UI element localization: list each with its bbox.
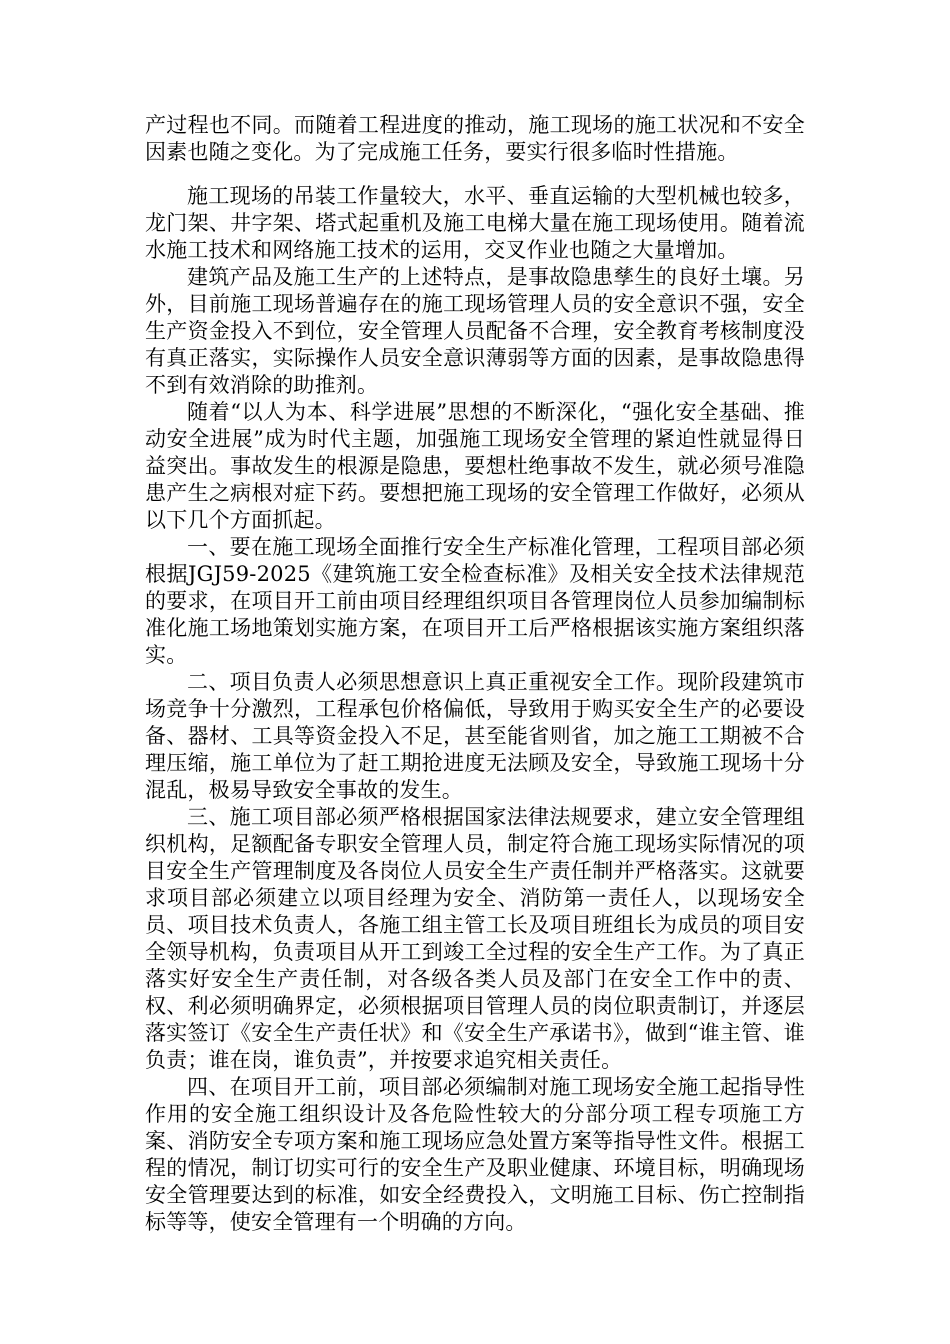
paragraph-safety-theme: 随着“以人为本、科学进展”思想的不断深化，“强化安全基础、推动安全进展”成为时代主题，加强施工现场安全管理的紧迫性就显得日益突出。事故发生的根源是隐患，要想杜绝事故不发生，就必须号准隐患产生之病根对症下药。要想把施工现场的安全管理工作做好，必须从以下几个方面抓起。: [145, 400, 805, 532]
paragraph-continuation: 产过程也不同。而随着工程进度的推动，施工现场的施工状况和不安全因素也随之变化。为了完成施工任务，要实行很多临时性措施。: [145, 113, 805, 164]
paragraph-item-two: 二、项目负责人必须思想意识上真正重视安全工作。现阶段建筑市场竞争十分激烈，工程承包价格偏低，导致用于购买安全生产的必要设备、器材、工具等资金投入不足，甚至能省则省，加之施工工期被不合理压缩，施工单位为了赶工期抢进度无法顾及安全，导致施工现场十分混乱，极易导致安全事故的发生。: [145, 670, 805, 802]
paragraph-item-four: 四、在项目开工前，项目部必须编制对施工现场安全施工起指导性作用的安全施工组织设计及各危险性较大的分部分项工程专项施工方案、消防安全专项方案和施工现场应急处置方案等指导性文件。根据工程的情况，制订切实可行的安全生产及职业健康、环境目标，明确现场安全管理要达到的标准，如安全经费投入，文明施工目标、伤亡控制指标等等，使安全管理有一个明确的方向。: [145, 1075, 805, 1234]
paragraph-hazard-factors: 建筑产品及施工生产的上述特点，是事故隐患孳生的良好土壤。另外，目前施工现场普遍存在的施工现场管理人员的安全意识不强，安全生产资金投入不到位，安全管理人员配备不合理，安全教育考核制度没有真正落实，实际操作人员安全意识薄弱等方面的因素，是事故隐患得不到有效消除的助推剂。: [145, 265, 805, 397]
paragraph-item-one: 一、要在施工现场全面推行安全生产标准化管理，工程项目部必须根据JGJ59-2025《建筑施工安全检查标准》及相关安全技术法律规范的要求，在项目开工前由项目经理组织项目各管理岗位人员参加编制标准化施工场地策划实施方案，在项目开工后严格根据该实施方案组织落实。: [145, 535, 805, 667]
paragraph-item-three: 三、施工项目部必须严格根据国家法律法规要求，建立安全管理组织机构，足额配备专职安全管理人员，制定符合施工现场实际情况的项目安全生产管理制度及各岗位人员安全生产责任制并严格落实。这就要求项目部必须建立以项目经理为安全、消防第一责任人，以现场安全员、项目技术负责人，各施工组主管工长及项目班组长为成员的项目安全领导机构，负责项目从开工到竣工全过程的安全生产工作。为了真正落实好安全生产责任制，对各级各类人员及部门在安全工作中的责、权、利必须明确界定，必须根据项目管理人员的岗位职责制订，并逐层落实签订《安全生产责任状》和《安全生产承诺书》，做到“谁主管、谁负责；谁在岗，谁负责”，并按要求追究相关责任。: [145, 805, 805, 1072]
paragraph-machinery: 施工现场的吊装工作量较大，水平、垂直运输的大型机械也较多，龙门架、井字架、塔式起重机及施工电梯大量在施工现场使用。随着流水施工技术和网络施工技术的运用，交叉作业也随之大量增加。: [145, 184, 805, 262]
document-page: [145, 112, 805, 1236]
